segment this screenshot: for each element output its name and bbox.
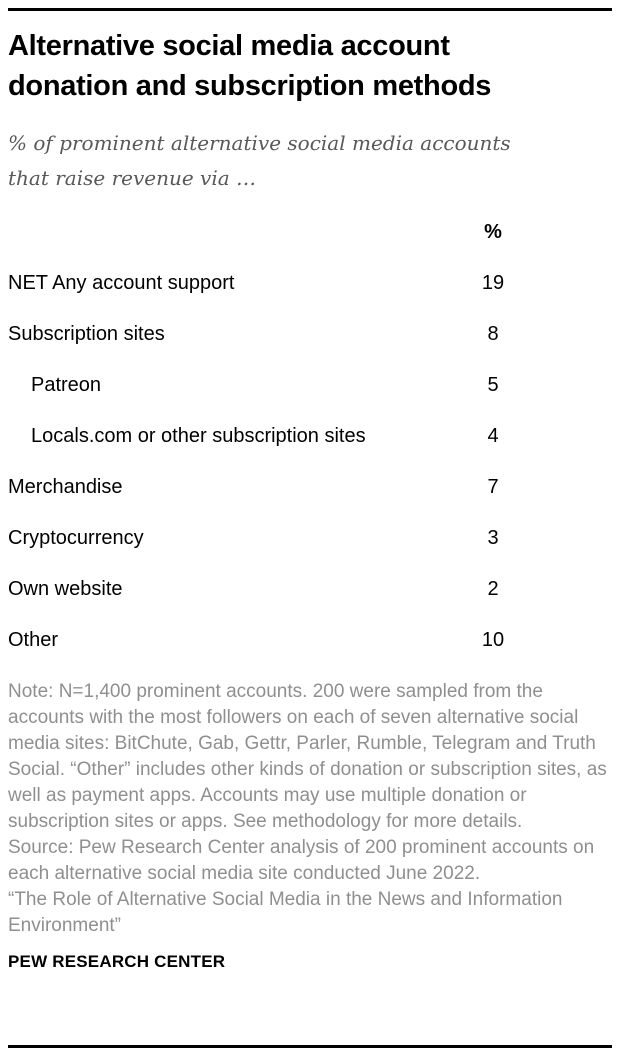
footnotes — [8, 679, 612, 939]
pew-research-center-wordmark: PEW RESEARCH CENTER — [8, 952, 226, 971]
figure-title: Alternative social media account donation and subscription methods — [8, 30, 492, 102]
row-value: 4 — [487, 425, 499, 447]
row-value: 7 — [487, 476, 499, 498]
row-value: 2 — [487, 578, 499, 600]
table-row — [8, 322, 612, 347]
table-row — [8, 526, 612, 551]
row-label: Locals.com or other subscription sites — [31, 425, 366, 447]
figure-subtitle: % of prominent alternative social media accounts that raise revenue via … — [8, 131, 511, 190]
row-value: 10 — [481, 629, 505, 651]
table-header-row — [8, 220, 612, 245]
source-text: Source: Pew Research Center analysis of 200 prominent accounts on each alternative social media site conducted June 2022. — [8, 837, 595, 884]
table-row — [8, 577, 612, 602]
row-value: 19 — [481, 272, 505, 294]
top-divider — [8, 8, 612, 11]
percent-column-header: % — [484, 221, 502, 243]
row-value: 8 — [487, 323, 499, 345]
row-label: Other — [8, 629, 59, 651]
row-label: Patreon — [31, 374, 102, 396]
bottom-divider — [8, 1045, 612, 1048]
row-label: Own website — [8, 578, 123, 600]
table-row — [8, 271, 612, 296]
row-value: 5 — [487, 374, 499, 396]
data-table — [8, 220, 612, 653]
row-value: 3 — [487, 527, 499, 549]
table-row — [8, 475, 612, 500]
table-row — [8, 424, 612, 449]
row-label: Merchandise — [8, 476, 123, 498]
table-row — [8, 628, 612, 653]
note-text: Note: N=1,400 prominent accounts. 200 were sampled from the accounts with the most followers on each of seven alternative social media sites: BitChute, Gab, Gettr, Parler, Rumble, Telegram and Truth Social. “Other” includes other kinds of donation or subscription sites, as well as payment apps. Accounts may use multiple donation or subscription sites or apps. See methodology for more details. — [8, 681, 607, 832]
row-label: Cryptocurrency — [8, 527, 144, 549]
report-title-text: “The Role of Alternative Social Media in the News and Information Environment” — [8, 889, 563, 936]
row-label: NET Any account support — [8, 272, 235, 294]
table-row — [8, 373, 612, 398]
row-label: Subscription sites — [8, 323, 165, 345]
